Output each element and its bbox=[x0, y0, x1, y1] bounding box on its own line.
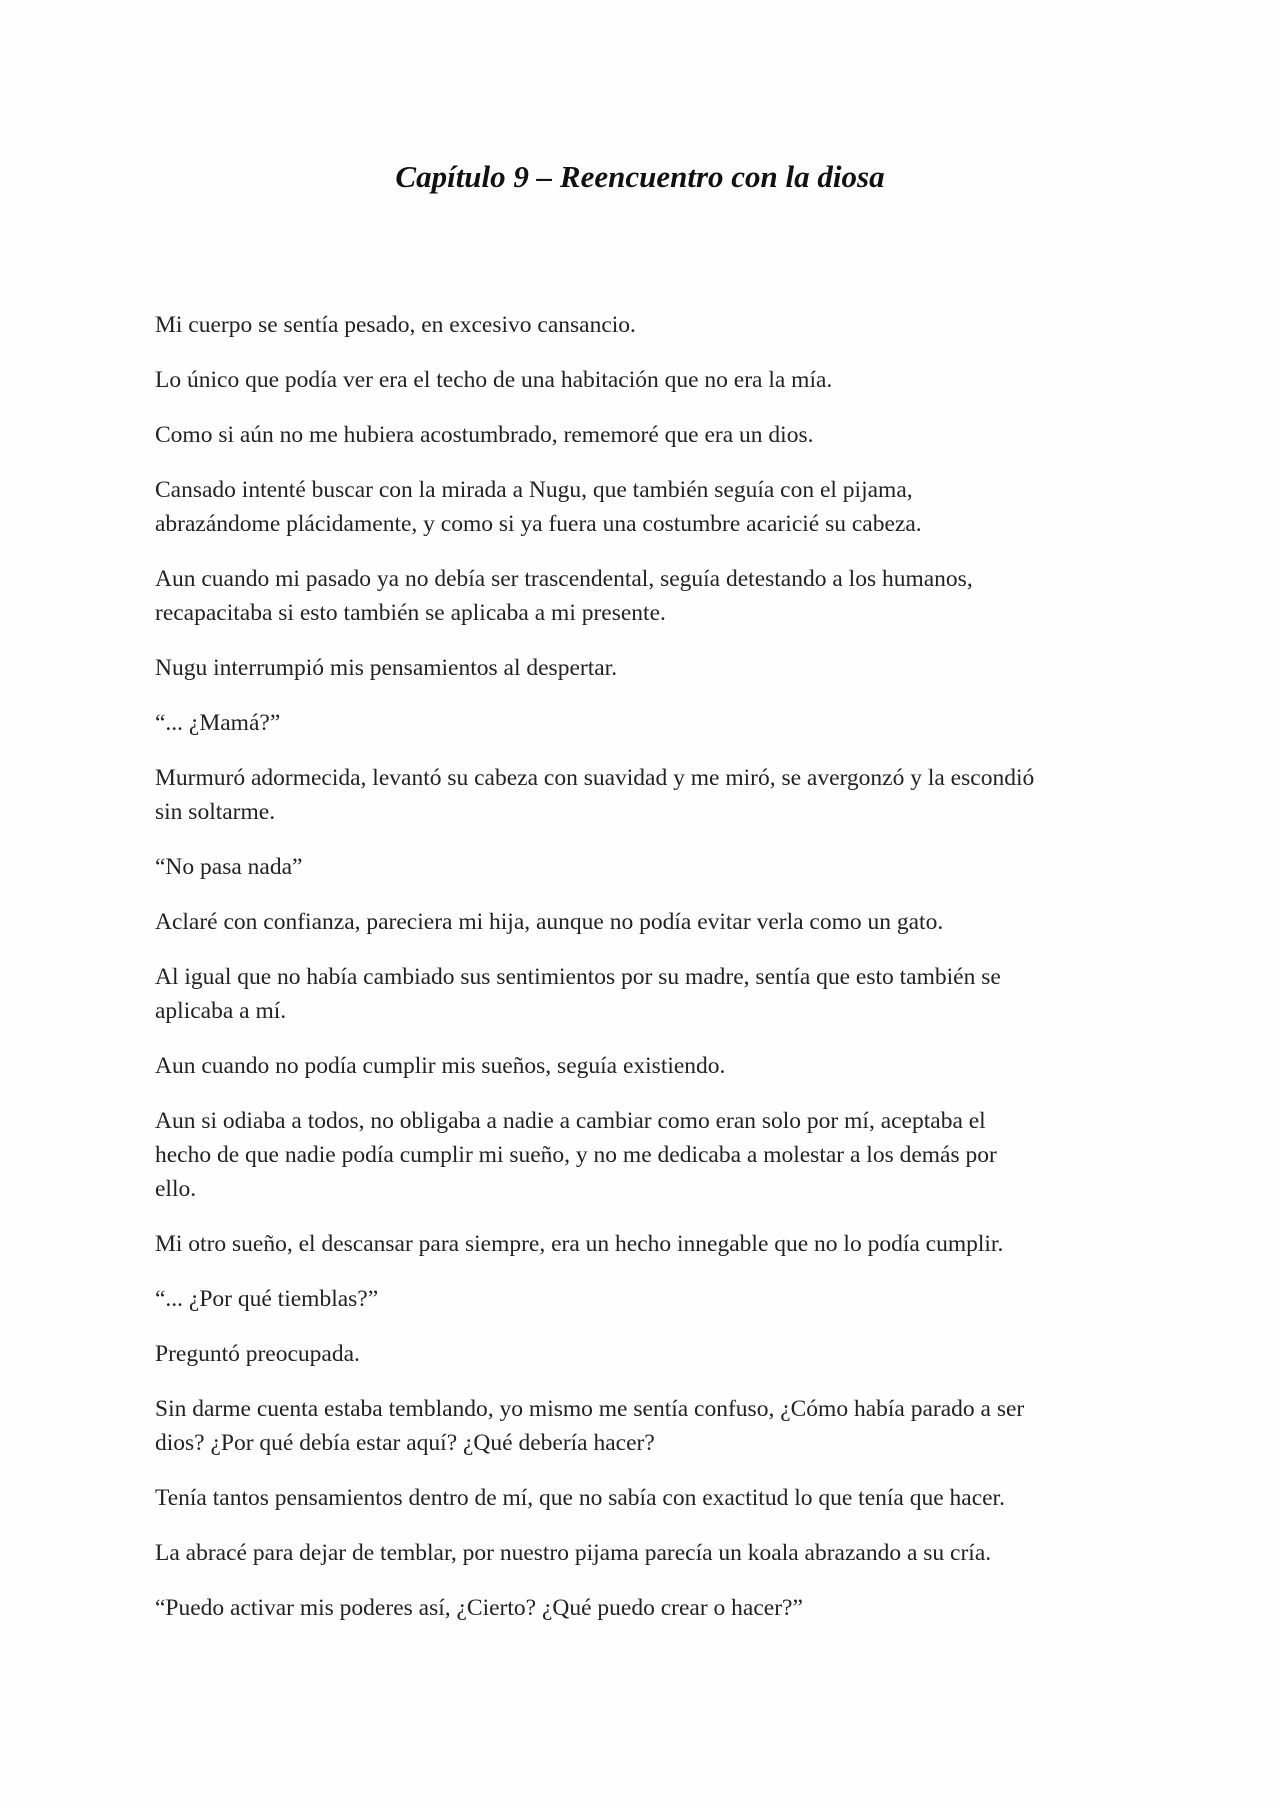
dialogue-line: “... ¿Por qué tiemblas?” bbox=[155, 1286, 379, 1312]
paragraph: Aun cuando mi pasado ya no debía ser trascendental, seguía detestando a los humanos, recapacitaba si esto también se aplicaba a mi presente. bbox=[155, 566, 973, 626]
paragraph: Aclaré con confianza, pareciera mi hija, aunque no podía evitar verla como un gato. bbox=[155, 909, 944, 935]
paragraph: Aun cuando no podía cumplir mis sueños, seguía existiendo. bbox=[155, 1053, 726, 1079]
paragraph: La abracé para dejar de temblar, por nuestro pijama parecía un koala abrazando a su cría. bbox=[155, 1540, 992, 1566]
paragraph: Sin darme cuenta estaba temblando, yo mismo me sentía confuso, ¿Cómo había parado a ser dios? ¿Por qué debía estar aquí? ¿Qué debería hacer? bbox=[155, 1396, 1025, 1456]
paragraph: Al igual que no había cambiado sus sentimientos por su madre, sentía que esto también se aplicaba a mí. bbox=[155, 964, 1001, 1024]
paragraph: Mi cuerpo se sentía pesado, en excesivo cansancio. bbox=[155, 312, 636, 338]
dialogue-line: “... ¿Mamá?” bbox=[155, 710, 281, 736]
body-text bbox=[155, 308, 1130, 1646]
paragraph: Cansado intenté buscar con la mirada a Nugu, que también seguía con el pijama, abrazándome plácidamente, y como si ya fuera una costumbre acaricié su cabeza. bbox=[155, 477, 922, 537]
paragraph: Tenía tantos pensamientos dentro de mí, que no sabía con exactitud lo que tenía que hacer. bbox=[155, 1485, 1005, 1511]
paragraph: Murmuró adormecida, levantó su cabeza con suavidad y me miró, se avergonzó y la escondió sin soltarme. bbox=[155, 765, 1035, 825]
paragraph: Aun si odiaba a todos, no obligaba a nadie a cambiar como eran solo por mí, aceptaba el hecho de que nadie podía cumplir mi sueño, y no me dedicaba a molestar a los demás por ello. bbox=[155, 1108, 997, 1202]
paragraph: Lo único que podía ver era el techo de una habitación que no era la mía. bbox=[155, 367, 833, 393]
paragraph: Mi otro sueño, el descansar para siempre, era un hecho innegable que no lo podía cumplir. bbox=[155, 1231, 1004, 1257]
paragraph: Nugu interrumpió mis pensamientos al despertar. bbox=[155, 655, 618, 681]
dialogue-line: “Puedo activar mis poderes así, ¿Cierto? ¿Qué puedo crear o hacer?” bbox=[155, 1595, 803, 1621]
paragraph: Preguntó preocupada. bbox=[155, 1341, 360, 1367]
paragraph: Como si aún no me hubiera acostumbrado, rememoré que era un dios. bbox=[155, 422, 814, 448]
chapter-title: Capítulo 9 – Reencuentro con la diosa bbox=[395, 159, 885, 194]
dialogue-line: “No pasa nada” bbox=[155, 854, 303, 880]
